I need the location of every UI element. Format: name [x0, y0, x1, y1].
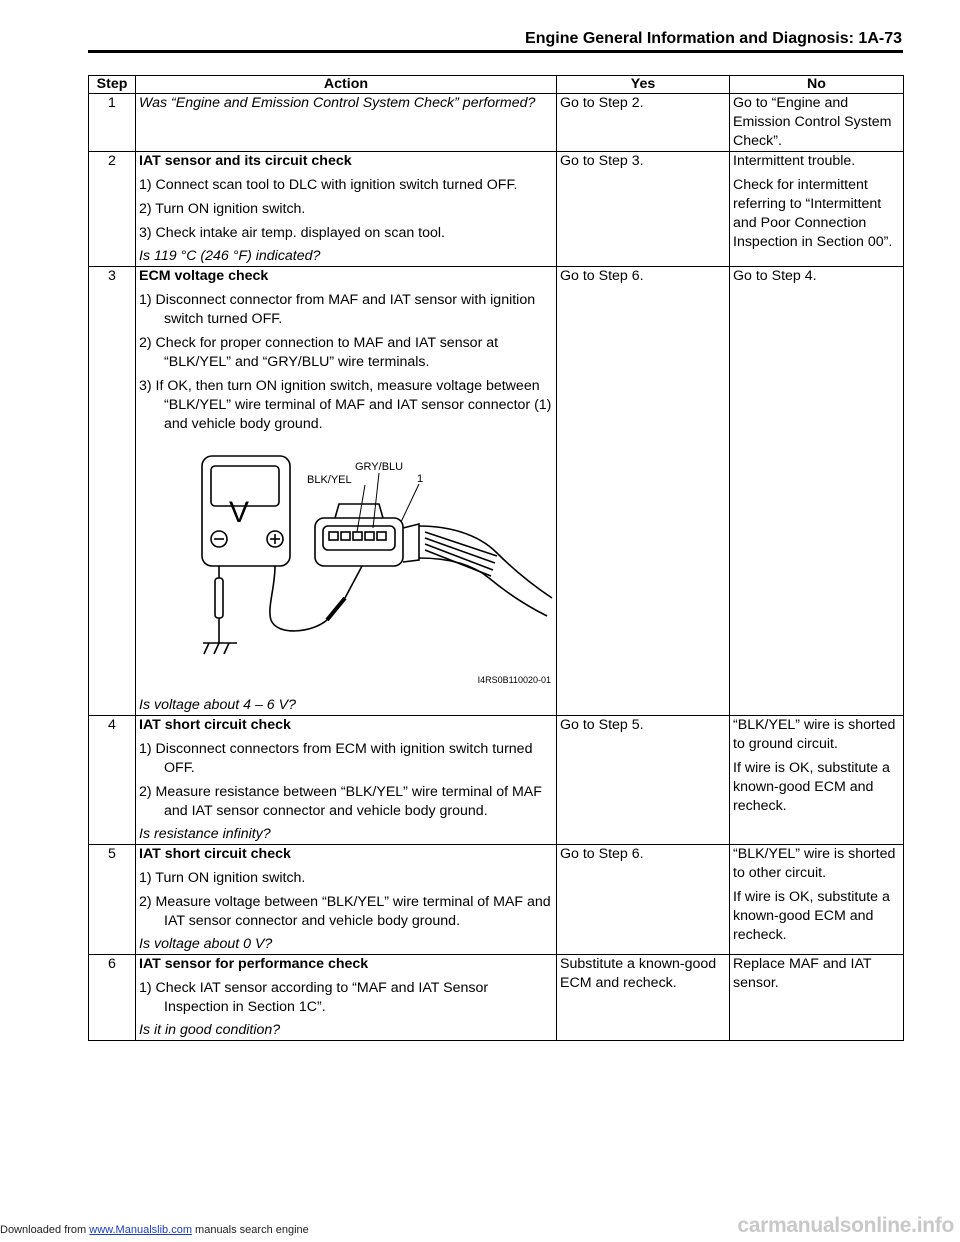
no-cell — [730, 845, 904, 955]
no-cell — [730, 152, 904, 267]
step-question: Was “Engine and Emission Control System Check” performed? — [139, 95, 536, 111]
no-text: Go to “Engine and Emission Control System Check”. — [733, 95, 892, 149]
table-row — [89, 152, 904, 267]
table-header-row — [89, 76, 904, 94]
no-cell — [730, 955, 904, 1041]
site-watermark: carmanualsonline.info — [737, 1214, 954, 1237]
no-cell — [730, 716, 904, 845]
table-row — [89, 94, 904, 152]
table-row — [89, 845, 904, 955]
manualslib-link[interactable]: www.Manualslib.com — [89, 1224, 192, 1236]
step-item: 1) Connect scan tool to DLC with ignition switch turned OFF. — [139, 177, 518, 193]
step-title: ECM voltage check — [139, 268, 269, 284]
step-item: 1) Disconnect connectors from ECM with ignition switch turned OFF. — [139, 741, 533, 776]
no-text: If wire is OK, substitute a known-good ECM and recheck. — [733, 760, 890, 814]
footer-suffix: manuals search engine — [191, 1224, 309, 1236]
column-header-no: No — [730, 76, 904, 94]
no-text: “BLK/YEL” wire is shorted to other circuit. — [733, 846, 896, 881]
action-cell — [136, 267, 557, 716]
step-item: 2) Measure voltage between “BLK/YEL” wire terminal of MAF and IAT sensor connector and vehicle body ground. — [139, 894, 551, 929]
step-item: 2) Measure resistance between “BLK/YEL” wire terminal of MAF and IAT sensor connector and vehicle body ground. — [139, 784, 542, 819]
no-cell — [730, 94, 904, 152]
step-item: 2) Turn ON ignition switch. — [139, 201, 306, 217]
step-number: 2 — [89, 152, 136, 267]
negative-probe — [215, 578, 223, 618]
column-header-yes: Yes — [557, 76, 730, 94]
step-item: 3) If OK, then turn ON ignition switch, measure voltage between “BLK/YEL” wire terminal of MAF and IAT sensor connector (1) and vehicle body ground. — [139, 378, 552, 432]
step-item: 2) Check for proper connection to MAF and IAT sensor at “BLK/YEL” and “GRY/BLU” wire terminals. — [139, 335, 499, 370]
yes-cell: Go to Step 3. — [557, 152, 730, 267]
page-header-title: Engine General Information and Diagnosis: 1A-73 — [525, 30, 902, 47]
footer-prefix: Downloaded from — [0, 1224, 90, 1236]
table-row — [89, 716, 904, 845]
yes-cell: Go to Step 6. — [557, 845, 730, 955]
no-text: Intermittent trouble. — [733, 153, 856, 169]
step-title: IAT sensor for performance check — [139, 956, 369, 972]
no-text: Go to Step 4. — [733, 268, 817, 284]
no-text: Check for intermittent referring to “Intermittent and Poor Connection Inspection in Section 00”. — [733, 177, 893, 250]
download-footer — [0, 1224, 309, 1236]
positive-lead — [270, 566, 327, 631]
voltmeter-connector-illustration — [197, 438, 557, 696]
action-cell — [136, 152, 557, 267]
step-title: IAT sensor and its circuit check — [139, 153, 352, 169]
step-question: Is it in good condition? — [139, 1022, 281, 1038]
label-callout-1: 1 — [417, 473, 424, 485]
step-number: 4 — [89, 716, 136, 845]
no-cell — [730, 267, 904, 716]
no-text: “BLK/YEL” wire is shorted to ground circuit. — [733, 717, 896, 752]
step-number: 6 — [89, 955, 136, 1041]
action-cell — [136, 94, 557, 152]
no-text: If wire is OK, substitute a known-good ECM and recheck. — [733, 889, 890, 943]
step-item: 3) Check intake air temp. displayed on scan tool. — [139, 225, 445, 241]
step-number: 1 — [89, 94, 136, 152]
step-question: Is voltage about 4 – 6 V? — [139, 697, 296, 713]
step-question: Is resistance infinity? — [139, 826, 271, 842]
table-row — [89, 267, 904, 716]
yes-cell: Go to Step 6. — [557, 267, 730, 716]
table-row — [89, 955, 904, 1041]
diagnosis-table — [88, 75, 904, 1041]
step-item: 1) Check IAT sensor according to “MAF and IAT Sensor Inspection in Section 1C”. — [139, 980, 489, 1015]
action-cell — [136, 845, 557, 955]
label-blk-yel: BLK/YEL — [307, 474, 352, 486]
step-item: 1) Turn ON ignition switch. — [139, 870, 306, 886]
label-gry-blu: GRY/BLU — [355, 461, 404, 473]
action-cell — [136, 716, 557, 845]
action-cell — [136, 955, 557, 1041]
step-question: Is 119 °C (246 °F) indicated? — [139, 248, 321, 264]
column-header-action: Action — [136, 76, 557, 94]
column-header-step: Step — [89, 76, 136, 94]
step-title: IAT short circuit check — [139, 717, 291, 733]
step-item: 1) Disconnect connector from MAF and IAT sensor with ignition switch turned OFF. — [139, 292, 536, 327]
voltmeter-connector-figure — [197, 438, 557, 696]
step-question: Is voltage about 0 V? — [139, 936, 273, 952]
step-number: 3 — [89, 267, 136, 716]
figure-code: I4RS0B110020-01 — [477, 675, 551, 685]
no-text: Replace MAF and IAT sensor. — [733, 956, 872, 991]
yes-cell: Go to Step 5. — [557, 716, 730, 845]
step-title: IAT short circuit check — [139, 846, 291, 862]
yes-cell: Go to Step 2. — [557, 94, 730, 152]
step-number: 5 — [89, 845, 136, 955]
voltmeter-symbol: V — [228, 496, 250, 529]
header-rule — [88, 50, 903, 53]
positive-probe — [327, 598, 345, 620]
yes-cell: Substitute a known-good ECM and recheck. — [557, 955, 730, 1041]
